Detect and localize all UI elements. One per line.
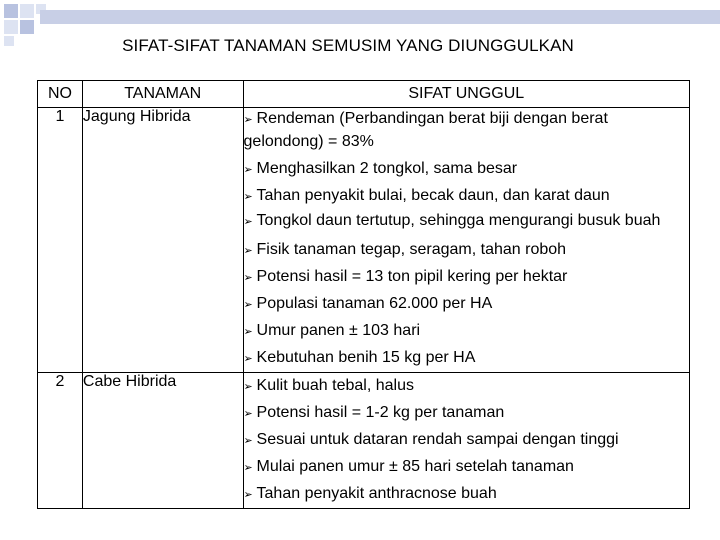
trait-text: Kulit buah tebal, halus — [256, 377, 414, 394]
arrow-bullet-icon: ➢ — [243, 191, 253, 203]
trait-item — [244, 318, 689, 345]
arrow-bullet-icon: ➢ — [243, 114, 253, 126]
trait-text: Populasi tanaman 62.000 per HA — [256, 295, 493, 312]
arrow-bullet-icon: ➢ — [243, 489, 253, 501]
arrow-bullet-icon: ➢ — [243, 408, 253, 420]
table-header-row — [38, 81, 690, 108]
header-sifat: SIFAT UNGGUL — [243, 81, 689, 108]
trait-item — [244, 373, 689, 400]
trait-text: Tahan penyakit bulai, becak daun, dan karat daun — [256, 187, 610, 204]
row-number: 1 — [38, 108, 83, 373]
header-no: NO — [38, 81, 83, 108]
header-tanaman: TANAMAN — [82, 81, 243, 108]
trait-text: Sesuai untuk dataran rendah sampai dengan tinggi — [256, 431, 619, 448]
arrow-bullet-icon: ➢ — [243, 435, 253, 447]
trait-item — [244, 264, 689, 291]
traits-cell — [243, 108, 689, 373]
trait-text: Menghasilkan 2 tongkol, sama besar — [256, 160, 518, 177]
row-number: 2 — [38, 373, 83, 509]
traits-table — [37, 80, 690, 509]
trait-text: Tongkol daun tertutup, sehingga mengurangi busuk buah — [256, 212, 661, 229]
trait-item — [244, 156, 689, 183]
decorative-bar — [40, 10, 720, 24]
table-row — [38, 373, 690, 509]
page-title: SIFAT-SIFAT TANAMAN SEMUSIM YANG DIUNGGULKAN — [122, 36, 574, 55]
trait-text: Kebutuhan benih 15 kg per HA — [256, 349, 476, 366]
trait-item — [244, 210, 689, 233]
trait-text: Umur panen ± 103 hari — [256, 322, 421, 339]
trait-item — [244, 427, 689, 454]
table-row — [38, 108, 690, 373]
trait-text: Mulai panen umur ± 85 hari setelah tanaman — [256, 458, 574, 475]
arrow-bullet-icon: ➢ — [243, 299, 253, 311]
trait-text: Potensi hasil = 1-2 kg per tanaman — [256, 404, 505, 421]
trait-item — [244, 345, 689, 372]
trait-item — [244, 454, 689, 481]
trait-text: Fisik tanaman tegap, seragam, tahan roboh — [256, 241, 567, 258]
trait-item — [244, 108, 689, 152]
arrow-bullet-icon: ➢ — [243, 216, 253, 228]
arrow-bullet-icon: ➢ — [243, 272, 253, 284]
trait-item — [244, 400, 689, 427]
trait-text: Rendeman (Perbandingan berat biji dengan berat gelondong) = 83% — [243, 110, 608, 150]
trait-item — [244, 481, 689, 508]
arrow-bullet-icon: ➢ — [243, 164, 253, 176]
trait-text: Tahan penyakit anthracnose buah — [256, 485, 497, 502]
arrow-bullet-icon: ➢ — [243, 353, 253, 365]
trait-text: Potensi hasil = 13 ton pipil kering per hektar — [256, 268, 568, 285]
trait-item — [244, 183, 689, 210]
trait-item — [244, 237, 689, 264]
arrow-bullet-icon: ➢ — [243, 245, 253, 257]
arrow-bullet-icon: ➢ — [243, 462, 253, 474]
arrow-bullet-icon: ➢ — [243, 326, 253, 338]
traits-cell — [243, 373, 689, 509]
plant-name: Jagung Hibrida — [82, 108, 243, 373]
trait-item — [244, 291, 689, 318]
arrow-bullet-icon: ➢ — [243, 381, 253, 393]
plant-name: Cabe Hibrida — [82, 373, 243, 509]
